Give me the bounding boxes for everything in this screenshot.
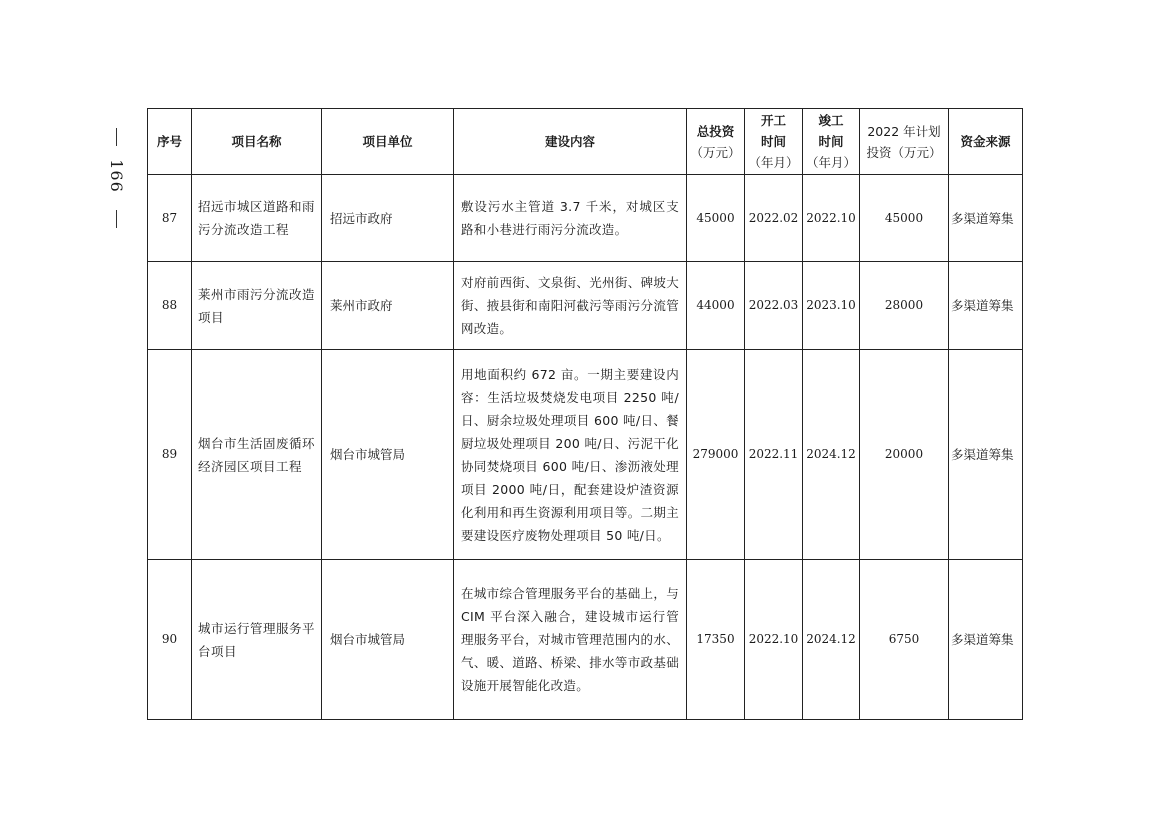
header-plan-2022 [860,109,949,175]
header-total-investment [687,109,745,175]
row-content: 对府前西街、文泉街、光州街、碑坡大街、掖县街和南阳河截污等雨污分流管网改造。 [454,262,687,350]
row-project-unit: 招远市政府 [322,175,454,262]
row-start-date: 2022.03 [745,262,803,350]
row-funding-source: 多渠道筹集 [949,175,1023,262]
row-funding-source: 多渠道筹集 [949,350,1023,560]
table-row [148,175,1023,262]
header-index: 序号 [148,109,192,175]
header-start-line3: （年月） [748,155,799,170]
row-plan-2022: 6750 [860,560,949,720]
header-unit: 项目单位 [322,109,454,175]
page-number-rule-top [116,128,117,146]
row-total-investment: 279000 [687,350,745,560]
table-row [148,560,1023,720]
row-content: 在城市综合管理服务平台的基础上，与 CIM 平台深入融合，建设城市运行管理服务平台，对城市管理范围内的水、气、暖、道路、桥梁、排水等市政基础设施开展智能化改造。 [454,560,687,720]
row-index: 90 [148,560,192,720]
page-number-block [100,128,134,228]
header-source: 资金来源 [949,109,1023,175]
header-plan-2022-line1: 2022 年计划 [867,123,941,139]
row-content: 敷设污水主管道 3.7 千米，对城区支路和小巷进行雨污分流改造。 [454,175,687,262]
row-end-date: 2023.10 [803,262,860,350]
row-funding-source: 多渠道筹集 [949,560,1023,720]
row-end-date: 2024.12 [803,560,860,720]
row-project-unit: 莱州市政府 [322,262,454,350]
row-project-unit: 烟台市城管局 [322,560,454,720]
header-name: 项目名称 [192,109,322,175]
row-end-date: 2024.12 [803,350,860,560]
row-project-name: 城市运行管理服务平台项目 [192,560,322,720]
row-start-date: 2022.10 [745,560,803,720]
header-total-investment-line1: 总投资 [696,123,735,139]
row-start-date: 2022.02 [745,175,803,262]
header-end-line1: 竣工 [818,113,844,128]
row-start-date: 2022.11 [745,350,803,560]
page-number: 166 [107,159,127,193]
row-total-investment: 45000 [687,175,745,262]
row-project-unit: 烟台市城管局 [322,350,454,560]
header-start [745,109,803,175]
header-end-line3: （年月） [806,155,857,170]
table-header-row [148,109,1023,175]
header-total-investment-line2: （万元） [690,144,741,160]
row-plan-2022: 28000 [860,262,949,350]
table-row [148,350,1023,560]
row-content: 用地面积约 672 亩。一期主要建设内容：生活垃圾焚烧发电项目 2250 吨/日、厨余垃圾处理项目 600 吨/日、餐厨垃圾处理项目 200 吨/日、污泥干化协同焚烧项目 600 吨/日、渗沥液处理项目 2000 吨/日，配套建设炉渣资源化利用和再生资源利用项目等。二期主要建设医疗废物处理项目 50 吨/日。 [454,350,687,560]
header-plan-2022-line2: 投资（万元） [866,144,942,160]
row-total-investment: 17350 [687,560,745,720]
page-number-rule-bottom [116,210,117,228]
table-row [148,262,1023,350]
header-start-line2: 时间 [760,134,786,149]
row-plan-2022: 20000 [860,350,949,560]
header-end [803,109,860,175]
row-index: 89 [148,350,192,560]
header-start-line1: 开工 [760,113,786,128]
row-index: 88 [148,262,192,350]
row-index: 87 [148,175,192,262]
project-table [147,108,1023,720]
row-project-name: 招远市城区道路和雨污分流改造工程 [192,175,322,262]
row-project-name: 莱州市雨污分流改造项目 [192,262,322,350]
row-plan-2022: 45000 [860,175,949,262]
row-total-investment: 44000 [687,262,745,350]
header-content: 建设内容 [454,109,687,175]
row-end-date: 2022.10 [803,175,860,262]
row-funding-source: 多渠道筹集 [949,262,1023,350]
row-project-name: 烟台市生活固废循环经济园区项目工程 [192,350,322,560]
header-end-line2: 时间 [818,134,844,149]
